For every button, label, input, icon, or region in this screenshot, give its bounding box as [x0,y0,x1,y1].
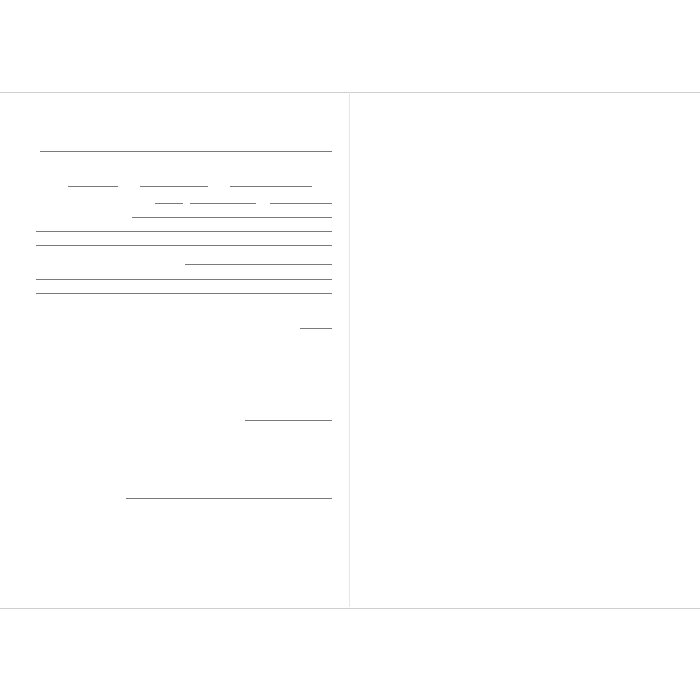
field-6-line-3[interactable] [36,293,332,294]
page-fold [349,92,350,607]
field-8-line-0[interactable] [245,420,332,421]
field-6-line-1[interactable] [185,264,332,265]
field-3-month-line[interactable] [230,186,312,187]
field-9-line-0[interactable] [126,498,332,499]
field-4-date-line[interactable] [270,203,332,204]
field-1-line[interactable] [40,151,332,152]
field-5-line-3[interactable] [36,245,332,246]
field-5-line-1[interactable] [132,217,332,218]
field-4-number-line[interactable] [190,203,256,204]
field-3-place-line[interactable] [140,186,208,187]
field-3-year-line[interactable] [68,186,118,187]
document-spread [0,92,700,609]
field-7-line-0[interactable] [300,328,332,329]
field-4-series-line[interactable] [155,203,183,204]
field-5-line-2[interactable] [36,231,332,232]
field-6-line-2[interactable] [36,279,332,280]
